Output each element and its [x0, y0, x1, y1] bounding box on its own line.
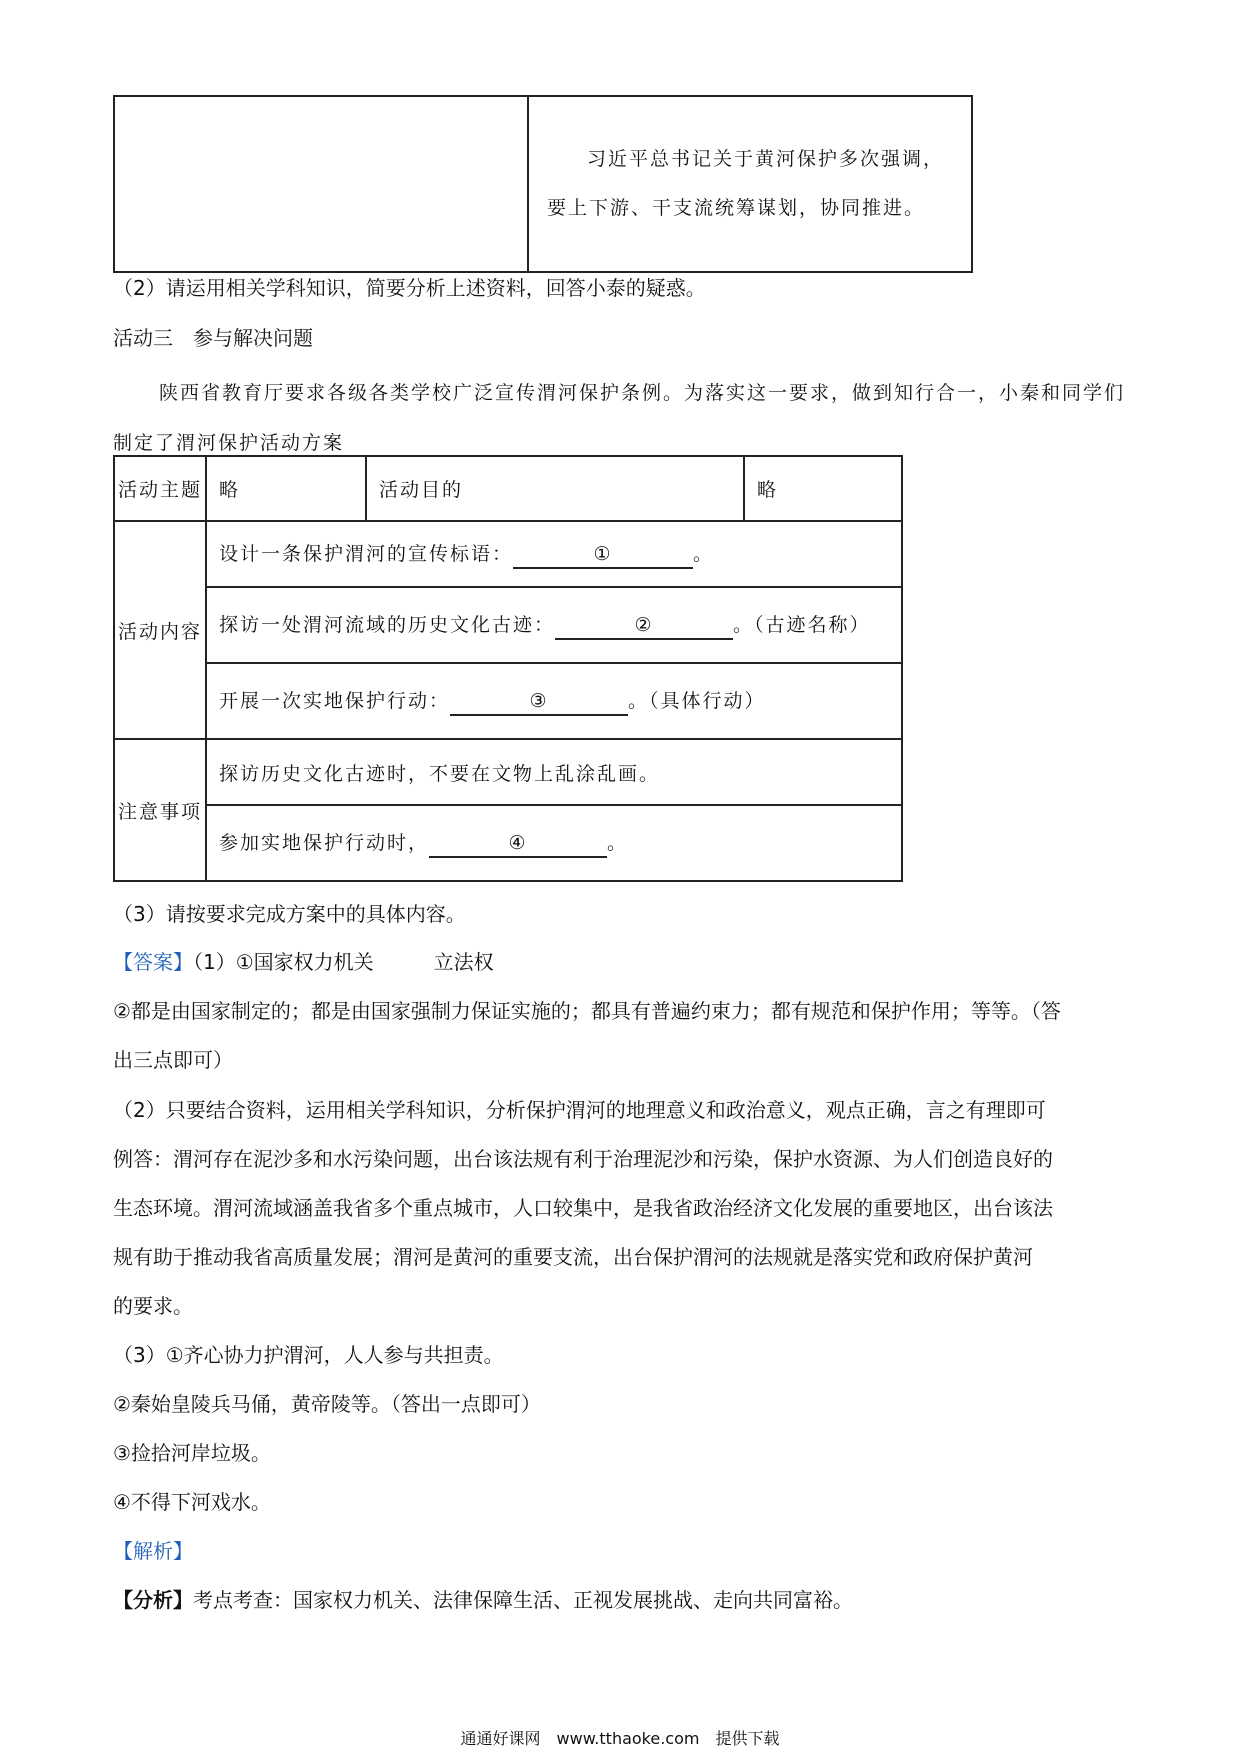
action-end: 。（具体行动）	[628, 690, 766, 712]
purpose-value: 略	[744, 456, 902, 521]
site-end: 。（古迹名称）	[733, 614, 871, 636]
theme-label: 活动主题	[114, 456, 206, 521]
answer-2-1: （2）只要结合资料，运用相关学科知识，分析保护渭河的地理意义和政治意义，观点正确，言之有理即可	[113, 1098, 1046, 1122]
content-row-site	[206, 587, 902, 663]
purpose-label: 活动目的	[366, 456, 744, 521]
question-3: （3）请按要求完成方案中的具体内容。	[113, 902, 466, 926]
top-table-right-cell	[528, 96, 972, 272]
action-text: 开展一次实地保护行动：	[219, 690, 451, 712]
notes-row-2-text: 参加实地保护行动时，	[219, 832, 430, 854]
footer-source: 通通好课网 www.tthaoke.com 提供下载	[460, 1729, 780, 1748]
answer-line-1	[113, 946, 494, 975]
activity3-title: 活动三 参与解决问题	[113, 326, 313, 350]
analysis-tag: 【解析】	[113, 1539, 193, 1563]
blank-1[interactable]: ①	[513, 541, 693, 569]
content-row-slogan	[206, 521, 902, 587]
notes-label: 注意事项	[114, 739, 206, 881]
answer-1: （1）①国家权力机关 立法权	[193, 950, 494, 974]
answer-2-2: 例答：渭河存在泥沙多和水污染问题，出台该法规有利于治理泥沙和污染，保护水资源、为人们创造良好的	[113, 1147, 1053, 1171]
answer-1-3: 出三点即可）	[113, 1048, 233, 1072]
notes-row-2	[206, 805, 902, 881]
theme-value: 略	[206, 456, 366, 521]
activity3-paragraph: 陕西省教育厅要求各级各类学校广泛宣传渭河保护条例。为落实这一要求，做到知行合一，小秦和同学们制定了渭河保护活动方案	[113, 382, 1126, 454]
answer-3-4: ④不得下河戏水。	[113, 1490, 271, 1514]
fenxi-text: 考点考查：国家权力机关、法律保障生活、正视发展挑战、走向共同富裕。	[193, 1588, 853, 1612]
notes-row-2-end: 。	[607, 832, 629, 854]
answer-2-5: 的要求。	[113, 1294, 193, 1318]
answer-2-4: 规有助于推动我省高质量发展；渭河是黄河的重要支流，出台保护渭河的法规就是落实党和政府保护黄河	[113, 1245, 1033, 1269]
top-table-quote: 习近平总书记关于黄河保护多次强调，要上下游、干支流统筹谋划，协同推进。	[547, 148, 945, 219]
slogan-text: 设计一条保护渭河的宣传标语：	[219, 543, 514, 565]
site-text: 探访一处渭河流域的历史文化古迹：	[219, 614, 556, 636]
fenxi-tag: 【分析】	[113, 1588, 193, 1612]
question-2: （2）请运用相关学科知识，简要分析上述资料，回答小泰的疑惑。	[113, 276, 706, 300]
blank-3[interactable]: ③	[450, 688, 628, 716]
top-table-left-cell	[114, 96, 528, 272]
content-row-action	[206, 663, 902, 739]
content-label: 活动内容	[114, 521, 206, 739]
answer-1-2: ②都是由国家制定的；都是由国家强制力保证实施的；都具有普遍约束力；都有规范和保护作用；等等。（答	[113, 999, 1061, 1023]
answer-tag: 【答案】	[113, 950, 193, 974]
blank-2[interactable]: ②	[555, 612, 733, 640]
answer-3-2: ②秦始皇陵兵马俑，黄帝陵等。（答出一点即可）	[113, 1392, 541, 1416]
answer-2-3: 生态环境。渭河流域涵盖我省多个重点城市，人口较集中，是我省政治经济文化发展的重要地区，出台该法	[113, 1196, 1053, 1220]
analysis-line	[113, 1584, 853, 1613]
slogan-end: 。	[693, 543, 715, 565]
activity-plan-table	[113, 455, 903, 882]
answer-3-1: （3）①齐心协力护渭河，人人参与共担责。	[113, 1343, 504, 1367]
answer-3-3: ③捡拾河岸垃圾。	[113, 1441, 271, 1465]
notes-row-1: 探访历史文化古迹时，不要在文物上乱涂乱画。	[206, 739, 902, 805]
blank-4[interactable]: ④	[429, 830, 607, 858]
top-table	[113, 95, 973, 273]
